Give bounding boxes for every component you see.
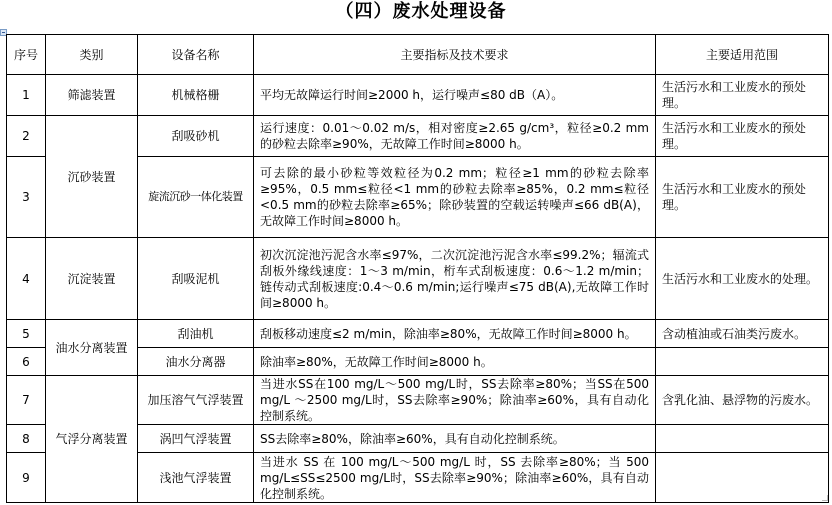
table-header-row — [7, 35, 829, 75]
header-scope: 主要适用范围 — [656, 35, 829, 75]
cell-name: 机械格栅 — [138, 75, 254, 116]
cell-no: 4 — [7, 238, 46, 320]
cell-spec: SS去除率≥80%，除油率≥60%，具有自动化控制系统。 — [254, 425, 656, 453]
cell-category: 油水分离装置 — [46, 320, 138, 376]
cell-spec: 运行速度：0.01～0.02 m/s，相对密度≥2.65 g/cm³，粒径≥0.2 mm的砂粒去除率≥90%，无故障工作时间≥8000 h。 — [254, 116, 656, 157]
cell-spec: 可去除的最小砂粒等效粒径为0.2 mm；粒径≥1 mm的砂粒去除率≥95%，0.5 mm≤粒径<1 mm的砂粒去除率≥85%，0.2 mm≤粒径<0.5 mm的砂粒去除率≥65%；除砂装置的空载运转噪声≤66 dB(A)，无故障工作时间≥8000 h。 — [254, 157, 656, 238]
table-row — [7, 75, 829, 116]
cell-scope: 生活污水和工业废水的预处理。 — [656, 116, 829, 157]
cell-spec: 当进水SS在100 mg/L～500 mg/L时，SS去除率≥80%；当SS在500 mg/L ～2500 mg/L时，SS去除率≥90%；除油率≥60%，具有自动化控制系统。 — [254, 376, 656, 425]
cell-name: 浅池气浮装置 — [138, 453, 254, 503]
header-category: 类别 — [46, 35, 138, 75]
cell-name: 加压溶气气浮装置 — [138, 376, 254, 425]
cell-name: 旋流沉砂一体化装置 — [138, 157, 254, 238]
table-row — [7, 238, 829, 320]
header-spec: 主要指标及技术要求 — [254, 35, 656, 75]
cell-scope — [656, 425, 829, 453]
cell-spec: 刮板移动速度≤2 m/min，除油率≥80%，无故障工作时间≥8000 h。 — [254, 320, 656, 348]
cell-no: 9 — [7, 453, 46, 503]
cell-scope: 生活污水和工业废水的预处理。 — [656, 75, 829, 116]
cell-category: 筛滤装置 — [46, 75, 138, 116]
cell-spec: 平均无故障运行时间≥2000 h，运行噪声≤80 dB（A）。 — [254, 75, 656, 116]
table-row — [7, 376, 829, 425]
cell-no: 8 — [7, 425, 46, 453]
cell-category: 沉砂装置 — [46, 116, 138, 238]
cell-no: 5 — [7, 320, 46, 348]
cell-spec: 除油率≥80%，无故障工作时间≥8000 h。 — [254, 348, 656, 376]
cell-scope: 生活污水和工业废水的预处理。 — [656, 157, 829, 238]
table-resize-handle[interactable] — [822, 495, 828, 501]
cell-spec: 初次沉淀池污泥含水率≤97%，二次沉淀池污泥含水率≤99.2%；辐流式刮板外缘线速度：1～3 m/min，桁车式刮板速度：0.6～1.2 m/min；链传动式刮板速度:0.4～0.6 m/min;运行噪声≤75 dB(A),无故障工作时间≥8000 h。 — [254, 238, 656, 320]
cell-name: 涡凹气浮装置 — [138, 425, 254, 453]
cell-scope — [656, 348, 829, 376]
cell-scope: 含乳化油、悬浮物的污废水。 — [656, 376, 829, 425]
cell-category: 沉淀装置 — [46, 238, 138, 320]
cell-no: 6 — [7, 348, 46, 376]
cell-category: 气浮分离装置 — [46, 376, 138, 503]
cell-scope — [656, 453, 829, 503]
cell-no: 3 — [7, 157, 46, 238]
cell-no: 1 — [7, 75, 46, 116]
cell-name: 油水分离器 — [138, 348, 254, 376]
header-name: 设备名称 — [138, 35, 254, 75]
cell-no: 7 — [7, 376, 46, 425]
section-title: （四）废水处理设备 — [335, 1, 507, 22]
cell-scope: 生活污水和工业废水的处理。 — [656, 238, 829, 320]
header-no: 序号 — [7, 35, 46, 75]
table-row — [7, 320, 829, 348]
wastewater-equipment-table — [6, 34, 829, 503]
cell-name: 刮吸砂机 — [138, 116, 254, 157]
table-row — [7, 116, 829, 157]
cell-name: 刮油机 — [138, 320, 254, 348]
cell-spec: 当进水 SS 在 100 mg/L～500 mg/L 时，SS 去除率≥80%；当 500 mg/L≤SS≤2500 mg/L时，SS去除率≥90%；除油率≥60%，具有自动化控制系统。 — [254, 453, 656, 503]
cell-scope: 含动植油或石油类污废水。 — [656, 320, 829, 348]
cell-no: 2 — [7, 116, 46, 157]
cell-name: 刮吸泥机 — [138, 238, 254, 320]
